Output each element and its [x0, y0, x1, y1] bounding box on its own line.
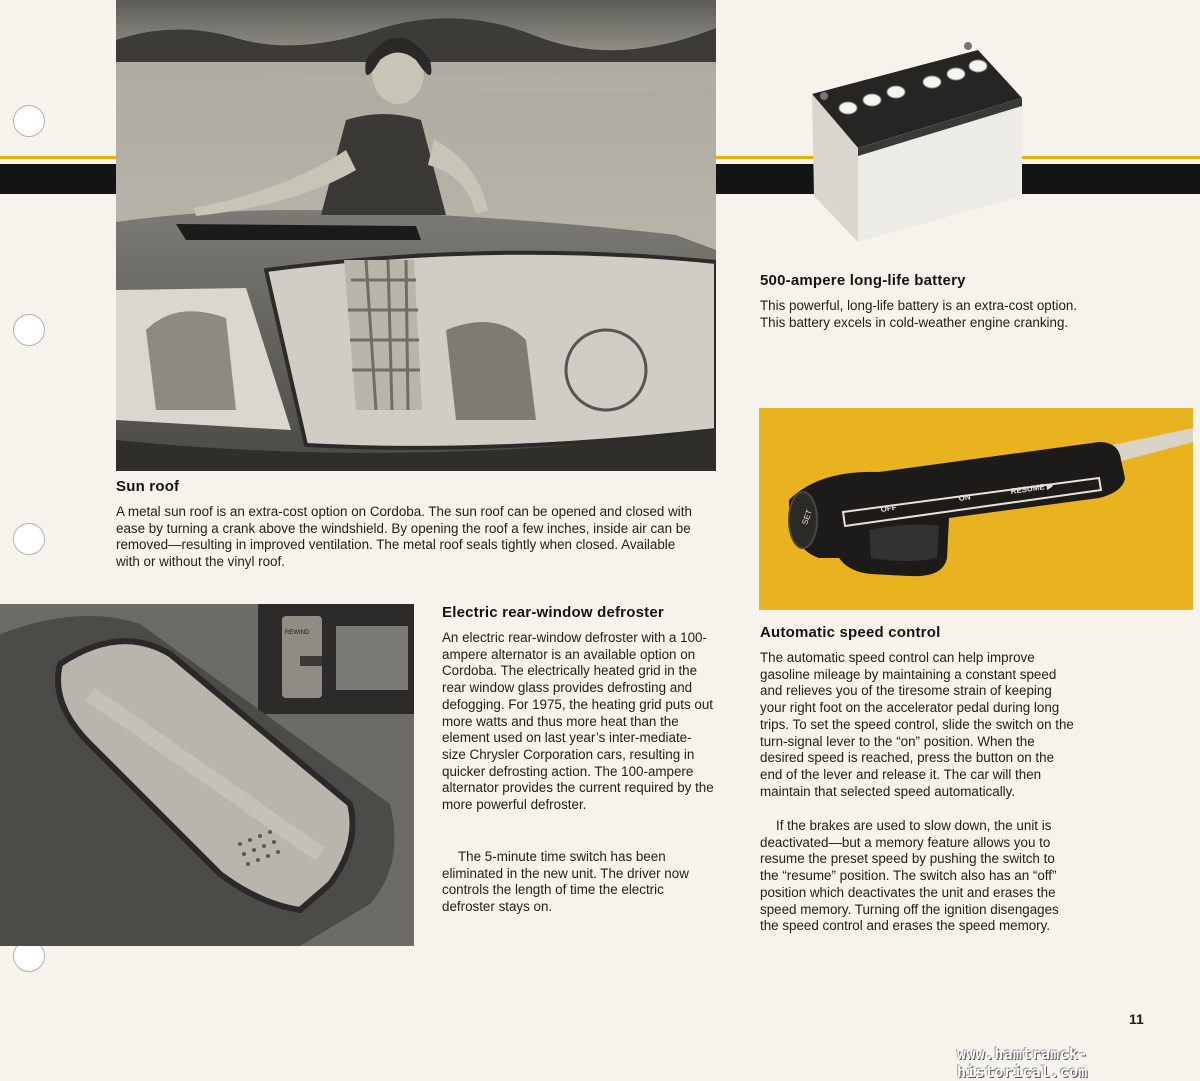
watermark: www.hamtramck-historical.com [957, 1045, 1088, 1081]
sunroof-heading: Sun roof [116, 478, 180, 495]
on-label: ON [958, 492, 972, 503]
black-band-left [0, 164, 116, 194]
battery-heading: 500-ampere long-life battery [760, 272, 966, 289]
off-label: OFF [880, 502, 898, 514]
binder-hole [13, 105, 45, 137]
speed-control-text-2: If the brakes are used to slow down, the unit is deactivated—but a memory feature allows you to resume the preset speed by pushing the switch to the “resume” position. The switch also has an “off” position which deactivates the unit and erases the speed memory. Turning off the ignition disengages the speed control and erases the speed memory. [760, 818, 1059, 934]
set-label: SET [800, 508, 814, 527]
defroster-text-1: An electric rear-window defroster with a 100-ampere alternator is an available option on Cordoba. The electrically heated grid in the rear window glass provides defrosting and defogging. For 1975, the heating grid puts out more watts and thus more heat than the element used on last year’s inter-mediate-size Chrysler Corporation cars, resulting in quicker defrosting action. The 100-ampere alternator provides the current required by the more powerful defroster. [442, 630, 714, 813]
speed-control-text-1: The automatic speed control can help improve gasoline mileage by maintaining a constant speed and relieves you of the tiresome strain of keeping your right foot on the accelerator pedal during long trips. To set the speed control, slide the switch on the turn-signal lever to the “on” position. When the desired speed is reached, press the button on the end of the lever and release it. The car will then maintain that selected speed automatically. [760, 650, 1074, 799]
binder-hole [13, 523, 45, 555]
binder-hole [13, 314, 45, 346]
defroster-photo [0, 604, 414, 946]
sunroof-photo [116, 0, 716, 471]
defroster-heading: Electric rear-window defroster [442, 604, 664, 621]
yellow-stripe-left [0, 156, 116, 159]
sunroof-text: A metal sun roof is an extra-cost option on Cordoba. The sun roof can be opened and closed with ease by turning a crank above the windshield. By opening the roof a few inches, inside air can be removed—resulting in improved ventilation. The metal roof seals tightly when closed. Available with or without the vinyl roof. [116, 504, 692, 570]
battery-text: This powerful, long-life battery is an extra-cost option. This battery excels in cold-weather engine cranking. [760, 298, 1078, 330]
speed-control-photo [759, 408, 1193, 610]
defroster-text-2: The 5-minute time switch has been eliminated in the new unit. The driver now controls the length of time the electric defroster stays on. [442, 849, 689, 915]
resume-label: RESUME ▶ [1010, 481, 1054, 496]
page-number: 11 [1129, 1011, 1144, 1027]
rewind-label: REWIND [285, 630, 310, 636]
speed-control-heading: Automatic speed control [760, 624, 941, 641]
battery-photo [800, 36, 1028, 246]
